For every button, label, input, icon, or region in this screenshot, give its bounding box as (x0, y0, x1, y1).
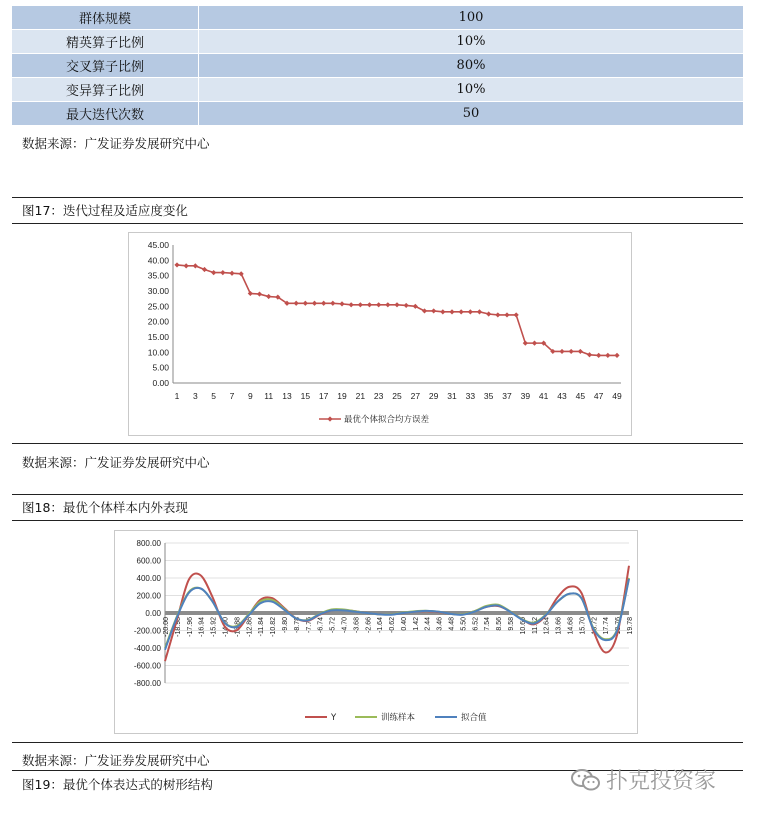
data-point (385, 302, 390, 307)
table-row (12, 30, 743, 54)
data-point (321, 301, 326, 306)
x-tick-label: 35 (483, 391, 494, 401)
data-point (349, 302, 354, 307)
x-tick-label: 1 (174, 391, 180, 401)
y-tick-label: 5.00 (152, 362, 169, 373)
data-point (422, 308, 427, 313)
x-tick-label: -14.90 (222, 617, 230, 637)
x-tick-label: 11 (264, 391, 274, 401)
data-point (587, 352, 592, 357)
legend-marker (327, 416, 332, 421)
x-tick-label: 7 (229, 391, 235, 401)
data-point (294, 301, 299, 306)
divider (12, 520, 743, 521)
x-tick-label: 8.56 (496, 617, 504, 631)
x-tick-label: -15.92 (210, 617, 218, 637)
data-point (477, 309, 482, 314)
x-tick-label: -4.70 (341, 617, 349, 633)
watermark (570, 764, 716, 795)
chart-17 (129, 233, 631, 435)
legend-label: Y (331, 713, 337, 723)
x-tick-label: 18.76 (615, 617, 623, 635)
data-point (459, 309, 464, 314)
data-point (367, 302, 372, 307)
x-tick-label: 29 (428, 391, 439, 401)
series-line (177, 265, 617, 355)
y-tick-label: -800.00 (133, 679, 161, 688)
figure-19-title: 图19：最优个体表达式的树形结构 (22, 777, 213, 792)
x-tick-label: -13.88 (234, 617, 242, 637)
data-point (330, 301, 335, 306)
data-point (605, 353, 610, 358)
x-tick-label: 41 (538, 391, 549, 401)
x-tick-label: 3.46 (436, 617, 444, 631)
figure-18-title: 图18：最优个体样本内外表现 (22, 500, 188, 515)
data-point (394, 302, 399, 307)
data-point (257, 291, 262, 296)
x-tick-label: 27 (410, 391, 421, 401)
data-point (239, 271, 244, 276)
data-point (486, 311, 491, 316)
y-tick-label: 45.00 (147, 240, 169, 250)
x-tick-label: 16.72 (591, 617, 599, 635)
data-point (193, 263, 198, 268)
data-point (468, 309, 473, 314)
source-note: 数据来源：广发证券发展研究中心 (22, 136, 210, 151)
y-tick-label: 40.00 (147, 255, 169, 266)
x-tick-label: 21 (355, 391, 366, 401)
x-tick-label: 23 (373, 391, 384, 401)
x-tick-label: 9.58 (508, 617, 516, 631)
data-point (440, 309, 445, 314)
chart-17-frame (128, 232, 632, 436)
x-tick-label: 13.66 (555, 617, 563, 635)
param-label: 群体规模 (12, 6, 199, 29)
x-tick-label: 14.68 (567, 617, 575, 635)
table-row (12, 78, 743, 102)
x-tick-label: 33 (465, 391, 476, 401)
x-tick-label: 9 (247, 391, 253, 401)
data-point (449, 309, 454, 314)
param-value: 80% (456, 58, 486, 73)
data-point (266, 294, 271, 299)
x-tick-label: 5.50 (460, 617, 468, 631)
x-tick-label: 2.44 (424, 617, 432, 631)
x-tick-label: -20.00 (163, 617, 170, 637)
x-tick-label: 13 (282, 391, 292, 401)
x-tick-label: 15 (300, 391, 311, 401)
x-tick-label: -1.64 (377, 617, 385, 633)
data-point (248, 291, 253, 296)
x-tick-label: -10.82 (270, 617, 278, 637)
y-tick-label: 30.00 (147, 286, 169, 296)
data-point (559, 349, 564, 354)
figure-17-title: 图17：迭代过程及适应度变化 (22, 203, 188, 218)
data-point (339, 301, 344, 306)
divider (12, 197, 743, 198)
data-point (376, 302, 381, 307)
table-row (12, 102, 743, 126)
watermark-text: 扑克投资家 (606, 769, 717, 794)
param-value: 10% (456, 82, 486, 97)
x-tick-label: 49 (612, 391, 622, 401)
x-tick-label: 19 (337, 391, 347, 401)
data-point (504, 312, 509, 317)
parameter-table (12, 6, 743, 126)
x-tick-label: 19.78 (627, 617, 634, 635)
x-tick-label: -6.74 (317, 617, 325, 633)
x-tick-label: -3.68 (353, 617, 361, 633)
data-point (202, 267, 207, 272)
x-tick-label: -0.62 (389, 617, 397, 633)
data-point (431, 308, 436, 313)
divider (12, 742, 743, 743)
x-tick-label: 4.48 (448, 617, 456, 631)
data-point (413, 304, 418, 309)
x-tick-label: -17.96 (186, 617, 194, 637)
data-point (184, 263, 189, 268)
data-point (312, 301, 317, 306)
x-tick-label: -16.94 (198, 617, 206, 637)
data-point (523, 341, 528, 346)
x-tick-label: -18.98 (174, 617, 182, 637)
data-point (404, 303, 409, 308)
wechat-icon (570, 767, 602, 793)
x-tick-label: -11.84 (258, 617, 266, 637)
table-row (12, 54, 743, 78)
x-tick-label: 37 (502, 391, 512, 401)
param-value: 50 (462, 106, 480, 121)
y-tick-label: 400.00 (136, 574, 161, 583)
chart-18-frame (114, 530, 638, 734)
divider (12, 443, 743, 444)
source-note: 数据来源：广发证券发展研究中心 (22, 455, 210, 470)
y-tick-label: 0.00 (152, 378, 169, 388)
x-tick-label: 12.64 (543, 617, 551, 635)
param-value: 10% (456, 34, 486, 49)
y-tick-label: 25.00 (147, 301, 169, 312)
x-tick-label: 7.54 (484, 617, 492, 631)
x-tick-label: 3 (192, 391, 198, 401)
x-tick-label: -12.86 (246, 617, 254, 637)
x-tick-label: 17.74 (603, 617, 611, 635)
divider (12, 223, 743, 224)
x-tick-label: -7.76 (305, 617, 313, 633)
param-value: 100 (458, 10, 484, 25)
x-tick-label: -2.66 (365, 617, 373, 633)
source-note: 数据来源：广发证券发展研究中心 (22, 753, 210, 768)
data-point (514, 312, 519, 317)
data-point (229, 271, 234, 276)
data-point (614, 353, 619, 358)
y-tick-label: 0.00 (145, 609, 161, 618)
table-row (12, 6, 743, 30)
x-tick-label: 5 (211, 391, 217, 401)
y-tick-label: 35.00 (147, 270, 169, 281)
x-tick-label: 15.70 (579, 617, 587, 635)
y-tick-label: -200.00 (133, 626, 161, 636)
x-tick-label: 43 (557, 391, 567, 401)
data-point (211, 270, 216, 275)
param-label: 交叉算子比例 (12, 54, 199, 77)
x-tick-label: 45 (575, 391, 586, 401)
y-tick-label: 200.00 (136, 591, 161, 601)
y-tick-label: 15.00 (147, 332, 169, 342)
data-point (569, 349, 574, 354)
data-point (578, 349, 583, 354)
x-tick-label: 31 (447, 391, 457, 401)
legend-label: 最优个体拟合均方误差 (344, 415, 430, 425)
legend-label: 训练样本 (381, 713, 416, 723)
y-tick-label: 800.00 (136, 539, 161, 548)
y-tick-label: 600.00 (136, 556, 161, 566)
y-tick-label: 10.00 (147, 347, 169, 358)
x-tick-label: 0.40 (400, 617, 408, 631)
x-tick-label: 25 (392, 391, 402, 401)
legend-label: 拟合值 (461, 713, 487, 723)
data-point (303, 301, 308, 306)
data-point (532, 341, 537, 346)
x-tick-label: 1.42 (412, 617, 420, 631)
x-tick-label: -8.78 (293, 617, 301, 633)
x-tick-label: 11.62 (531, 617, 539, 634)
x-tick-label: 6.52 (472, 617, 480, 631)
data-point (358, 302, 363, 307)
x-tick-label: 39 (520, 391, 531, 401)
x-tick-label: -5.72 (329, 617, 337, 633)
x-tick-label: 47 (593, 391, 604, 401)
data-point (220, 270, 225, 275)
divider (12, 494, 743, 495)
data-point (174, 262, 179, 267)
x-tick-label: -9.80 (281, 617, 289, 633)
y-tick-label: 20.00 (147, 316, 169, 327)
param-label: 最大迭代次数 (12, 102, 199, 125)
x-tick-label: 10.60 (519, 617, 527, 635)
param-label: 精英算子比例 (12, 30, 199, 53)
chart-18 (115, 531, 637, 733)
data-point (596, 353, 601, 358)
data-point (495, 312, 500, 317)
y-tick-label: -600.00 (133, 661, 161, 671)
y-tick-label: -400.00 (133, 644, 161, 653)
param-label: 变异算子比例 (12, 78, 199, 101)
x-tick-label: 17 (318, 391, 329, 401)
